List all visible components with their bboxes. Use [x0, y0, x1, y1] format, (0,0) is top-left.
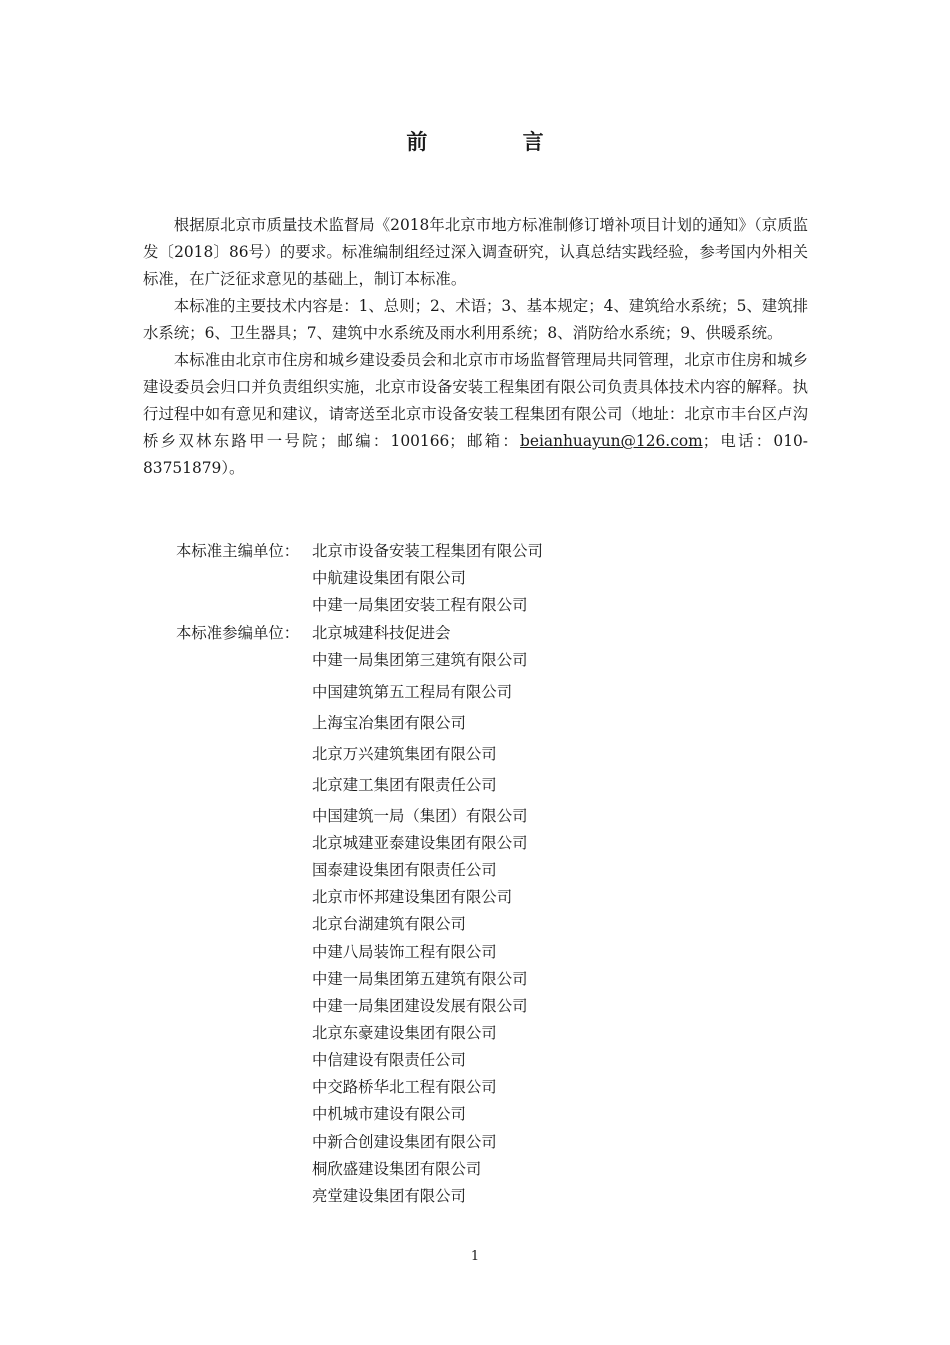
participant-unit: 中国建筑第五工程局有限公司 — [312, 683, 513, 701]
participant-label: 本标准参编单位： — [176, 624, 300, 642]
participant-unit: 中新合创建设集团有限公司 — [312, 1133, 497, 1151]
participant-unit: 上海宝冶集团有限公司 — [312, 714, 466, 732]
participant-unit: 中交路桥华北工程有限公司 — [312, 1078, 497, 1096]
chief-editor-label: 本标准主编单位： — [176, 542, 300, 560]
participant-unit: 中建一局集团建设发展有限公司 — [312, 997, 528, 1015]
email-link[interactable]: beianhuayun@126.com — [520, 432, 703, 450]
management-text: 本标准由北京市住房和城乡建设委员会和北京市市场监督管理局共同管理，北京市住房和城乡建设委员会归口并负责组织实施，北京市设备安装工程集团有限公司负责具体技术内容的解释。执行过程中如有意见和建议，请寄送至北京市设备安装工程集团有限公司（地址：北京市丰台区卢沟桥乡双林东路甲一号院；邮编：100166；邮箱： — [143, 351, 808, 450]
participant-unit: 亮堂建设集团有限公司 — [312, 1187, 466, 1205]
participant-unit: 中信建设有限责任公司 — [312, 1051, 466, 1069]
participant-unit: 北京东豪建设集团有限公司 — [312, 1024, 497, 1042]
paragraph-contents: 本标准的主要技术内容是：1、总则；2、术语；3、基本规定；4、建筑给水系统；5、建筑排水系统；6、卫生器具；7、建筑中水系统及雨水利用系统；8、消防给水系统；9、供暖系统。 — [143, 297, 808, 342]
chief-unit: 北京市设备安装工程集团有限公司 — [312, 542, 543, 560]
preface-body — [143, 212, 808, 482]
participant-unit: 国泰建设集团有限责任公司 — [312, 861, 497, 879]
chief-unit: 中建一局集团安装工程有限公司 — [312, 596, 528, 614]
page-title: 前 言 — [406, 130, 588, 154]
participant-unit: 北京台湖建筑有限公司 — [312, 915, 466, 933]
participant-unit: 中建一局集团第五建筑有限公司 — [312, 970, 528, 988]
participant-unit: 中建一局集团第三建筑有限公司 — [312, 651, 528, 669]
paragraph-basis: 根据原北京市质量技术监督局《2018年北京市地方标准制修订增补项目计划的通知》（京质监发〔2018〕86号）的要求。标准编制组经过深入调查研究，认真总结实践经验，参考国内外相关标准，在广泛征求意见的基础上，制订本标准。 — [143, 216, 808, 288]
participant-unit: 北京建工集团有限责任公司 — [312, 776, 497, 794]
participant-unit: 北京市怀邦建设集团有限公司 — [312, 888, 513, 906]
participant-unit: 中国建筑一局（集团）有限公司 — [312, 807, 528, 825]
participant-unit: 桐欣盛建设集团有限公司 — [312, 1160, 482, 1178]
participant-unit: 北京城建亚泰建设集团有限公司 — [312, 834, 528, 852]
phone-text: ；电话：010-83751879）。 — [143, 432, 808, 477]
participant-unit: 北京城建科技促进会 — [312, 624, 451, 642]
chief-unit: 中航建设集团有限公司 — [312, 569, 466, 587]
paragraph-management — [143, 347, 808, 482]
page-number: 1 — [470, 1249, 480, 1264]
participant-unit: 中机城市建设有限公司 — [312, 1105, 466, 1123]
participant-unit: 北京万兴建筑集团有限公司 — [312, 745, 497, 763]
participant-unit: 中建八局装饰工程有限公司 — [312, 943, 497, 961]
